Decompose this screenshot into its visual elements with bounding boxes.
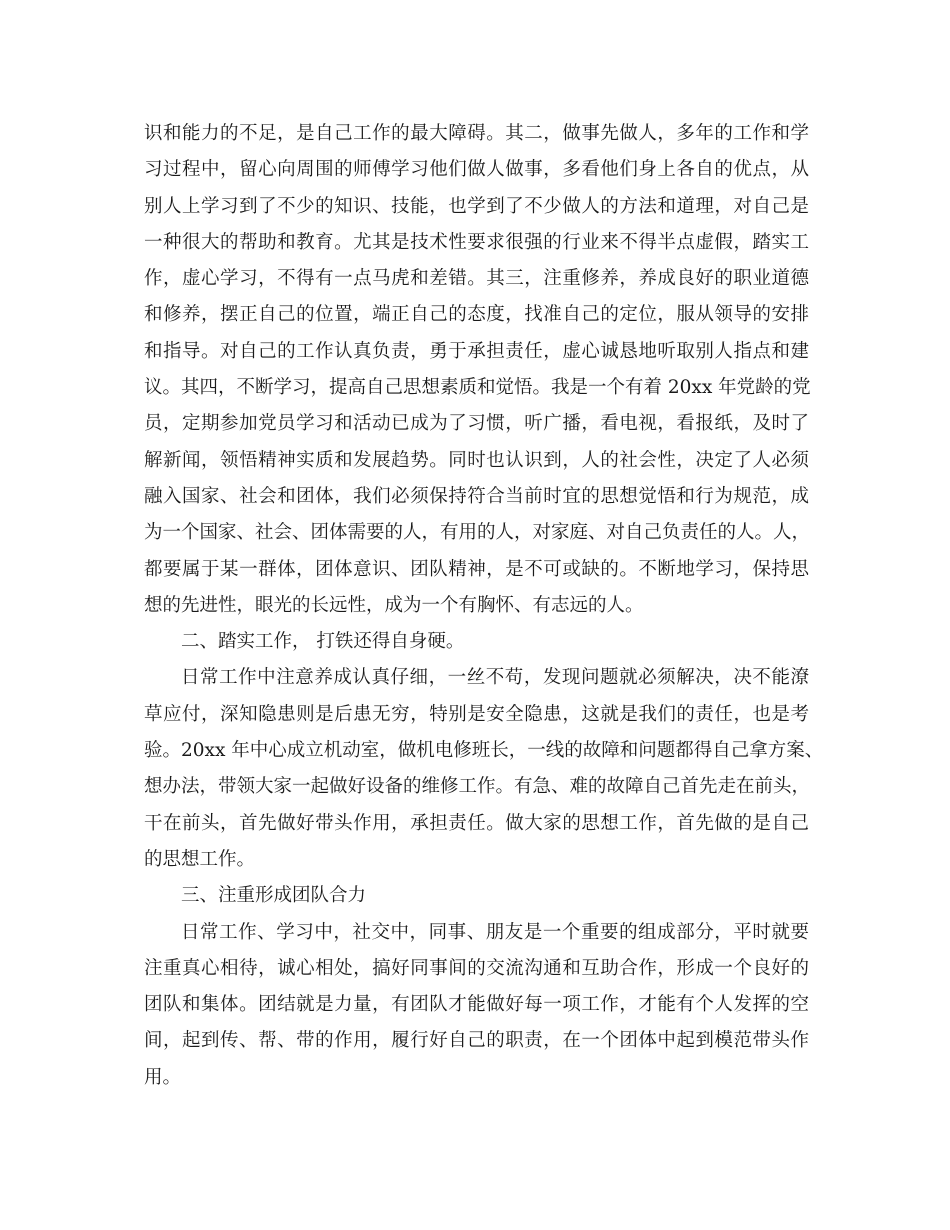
text-line: 习过程中，留心向周围的师傅学习他们做人做事，多看他们身上各自的优点，从 <box>144 159 809 181</box>
text-line: 想办法，带领大家一起做好设备的维修工作。有急、难的故障自己首先走在前头， <box>144 776 811 798</box>
document-body <box>144 116 824 1096</box>
text-line: 间，起到传、帮、带的作用，履行好自己的职责，在一个团体中起到模范带头作 <box>144 1030 809 1052</box>
text-line: 注重真心相待，诚心相处，搞好同事间的交流沟通和互助合作，形成一个良好的 <box>144 957 809 979</box>
text-line: 为一个国家、社会、团体需要的人，有用的人，对家庭、对自己负责任的人。人， <box>144 522 811 544</box>
text-line: 草应付，深知隐患则是后患无穷，特别是安全隐患，这就是我们的责任，也是考 <box>144 703 809 725</box>
text-line: 想的先进性，眼光的长远性，成为一个有胸怀、有志远的人。 <box>144 594 644 616</box>
text-line: 日常工作、学习中，社交中，同事、朋友是一个重要的组成部分，平时就要 <box>181 921 809 943</box>
text-line: 解新闻，领悟精神实质和发展趋势。同时也认识到，人的社会性，决定了人必须 <box>144 449 809 471</box>
text-line: 团队和集体。团结就是力量，有团队才能做好每一项工作，才能有个人发挥的空 <box>144 994 809 1016</box>
text-line: 三、注重形成团队合力 <box>181 885 367 907</box>
text-line: 别人上学习到了不少的知识、技能，也学到了不少做人的方法和道理，对自己是 <box>144 195 809 217</box>
text-line: 融入国家、社会和团体，我们必须保持符合当前时宜的思想觉悟和行为规范，成 <box>144 485 809 507</box>
text-line: 一种很大的帮助和教育。尤其是技术性要求很强的行业来不得半点虚假，踏实工 <box>144 231 809 253</box>
text-line: 干在前头，首先做好带头作用，承担责任。做大家的思想工作，首先做的是自己 <box>144 812 809 834</box>
text-line: 作，虚心学习，不得有一点马虎和差错。其三，注重修养，养成良好的职业道德 <box>144 268 809 290</box>
text-line: 日常工作中注意养成认真仔细，一丝不苟，发现问题就必须解决，决不能潦 <box>181 667 809 689</box>
text-line: 议。其四，不断学习，提高自己思想素质和觉悟。我是一个有着 20xx 年党龄的党 <box>144 377 811 399</box>
text-line: 员，定期参加党员学习和活动已成为了习惯，听广播，看电视，看报纸，及时了 <box>144 413 809 435</box>
text-line: 都要属于某一群体，团体意识、团队精神，是不可或缺的。不断地学习，保持思 <box>144 558 809 580</box>
text-line: 和修养，摆正自己的位置，端正自己的态度，找准自己的定位，服从领导的安排 <box>144 304 809 326</box>
text-line: 的思想工作。 <box>144 848 256 870</box>
text-line: 验。20xx 年中心成立机动室，做机电修班长，一线的故障和问题都得自己拿方案、 <box>144 740 824 762</box>
text-line: 和指导。对自己的工作认真负责，勇于承担责任，虚心诚恳地听取别人指点和建 <box>144 340 809 362</box>
text-line: 识和能力的不足，是自己工作的最大障碍。其二，做事先做人，多年的工作和学 <box>144 123 809 144</box>
text-line: 用。 <box>144 1066 182 1088</box>
text-line: 二、踏实工作， 打铁还得自身硬。 <box>181 631 465 653</box>
